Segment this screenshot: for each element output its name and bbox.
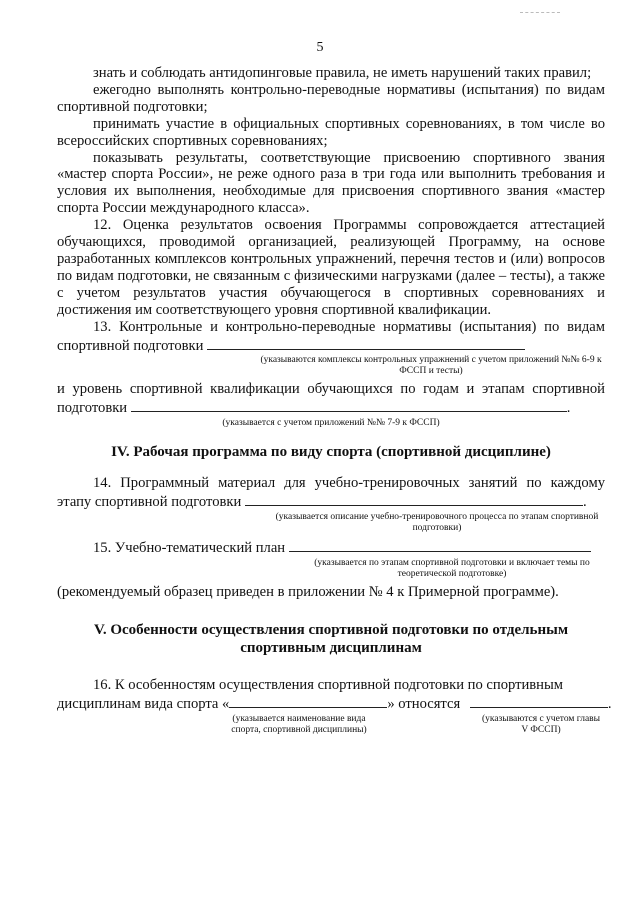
footnote-13b: (указывается с учетом приложений №№ 7-9 к ФССП) (222, 418, 440, 429)
paragraph-13 (57, 319, 605, 355)
page-number: 5 (316, 40, 324, 55)
period: . (582, 494, 587, 511)
paragraph-13-text: 13. Контрольные и контрольно-переводные нормативы (испытания) по видам спортивной подготовки (57, 318, 605, 354)
paragraph-14-text: 14. Программный материал для учебно-тренировочных занятий по каждому этапу спортивной подготовки (57, 475, 605, 511)
fill-in-line (289, 538, 591, 552)
paragraph-16-text-b: » относятся (387, 695, 461, 712)
paragraph-16-text-a: дисциплинам вида спорта « (57, 695, 230, 712)
paragraph-14 (57, 475, 605, 511)
footnote-16-features: (указываются с учетом главы V ФССП) (481, 713, 601, 735)
period: . (566, 400, 571, 417)
paragraph-competitions: принимать участие в официальных спортивных соревнованиях, в том числе во всероссийских спортивных соревнованиях; (57, 115, 605, 149)
scan-artifact (520, 12, 560, 13)
section-5-heading-line2: спортивным дисциплинам (240, 639, 422, 656)
footnote-14: (указывается описание учебно-тренировочного процесса по этапам спортивной подготовки) (275, 512, 599, 534)
footnotes-16 (57, 713, 605, 740)
paragraph-16-line2 (57, 694, 612, 713)
fill-in-line (207, 336, 525, 350)
fill-in-line-sport (229, 694, 387, 708)
paragraph-annual-standards: ежегодно выполнять контрольно-переводные нормативы (испытания) по видам спортивной подготовки; (57, 81, 605, 115)
paragraph-results: показывать результаты, соответствующие присвоению спортивного звания «мастер спорта России», не реже одного раза в три года или выполнить требования и условия их выполнения, необходимые для присвоения спортивного звания «мастер спорта России международного класса». (57, 149, 605, 217)
document-body (57, 65, 612, 740)
paragraph-12: 12. Оценка результатов освоения Программы сопровождается аттестацией обучающихся, проводимой организацией, реализующей Программу, на основе разработанных комплексов контрольных упражнений, перечня тестов и (или) вопросов по видам подготовки, не связанным с физическими нагрузками (далее – тесты), а также с учетом результатов участия обучающегося в спортивных соревнованиях и достижения им соответствующего уровня спортивной квалификации. (57, 217, 605, 318)
fill-in-line (131, 398, 567, 412)
paragraph-15-cont: (рекомендуемый образец приведен в приложении № 4 к Примерной программе). (57, 583, 559, 600)
fill-in-line (245, 492, 583, 506)
paragraph-15 (57, 538, 605, 557)
paragraph-16: 16. К особенностям осуществления спортивной подготовки по спортивным (93, 676, 564, 693)
paragraph-13-cont-text: и уровень спортивной квалификации обучающихся по годам и этапам спортивной подготовки (57, 381, 605, 417)
paragraph-antidoping: знать и соблюдать антидопинговые правила, не иметь нарушений таких правил; (93, 65, 592, 81)
paragraph-15-text: 15. Учебно-тематический план (93, 540, 286, 557)
footnote-15: (указывается по этапам спортивной подготовки и включает темы по теоретической подготовке) (314, 557, 590, 579)
paragraph-13-cont (57, 381, 605, 417)
fill-in-line-features (470, 694, 608, 708)
footnote-13: (указываются комплексы контрольных упражнений с учетом приложений №№ 6-9 к ФССП и тесты) (260, 355, 602, 377)
period: . (607, 695, 612, 712)
section-4-heading: IV. Рабочая программа по виду спорта (спортивной дисциплине) (111, 444, 551, 461)
section-5-heading-line1: V. Особенности осуществления спортивной подготовки по отдельным (93, 621, 569, 638)
footnote-16-sport: (указывается наименование вида спорта, спортивной дисциплины) (231, 713, 367, 735)
